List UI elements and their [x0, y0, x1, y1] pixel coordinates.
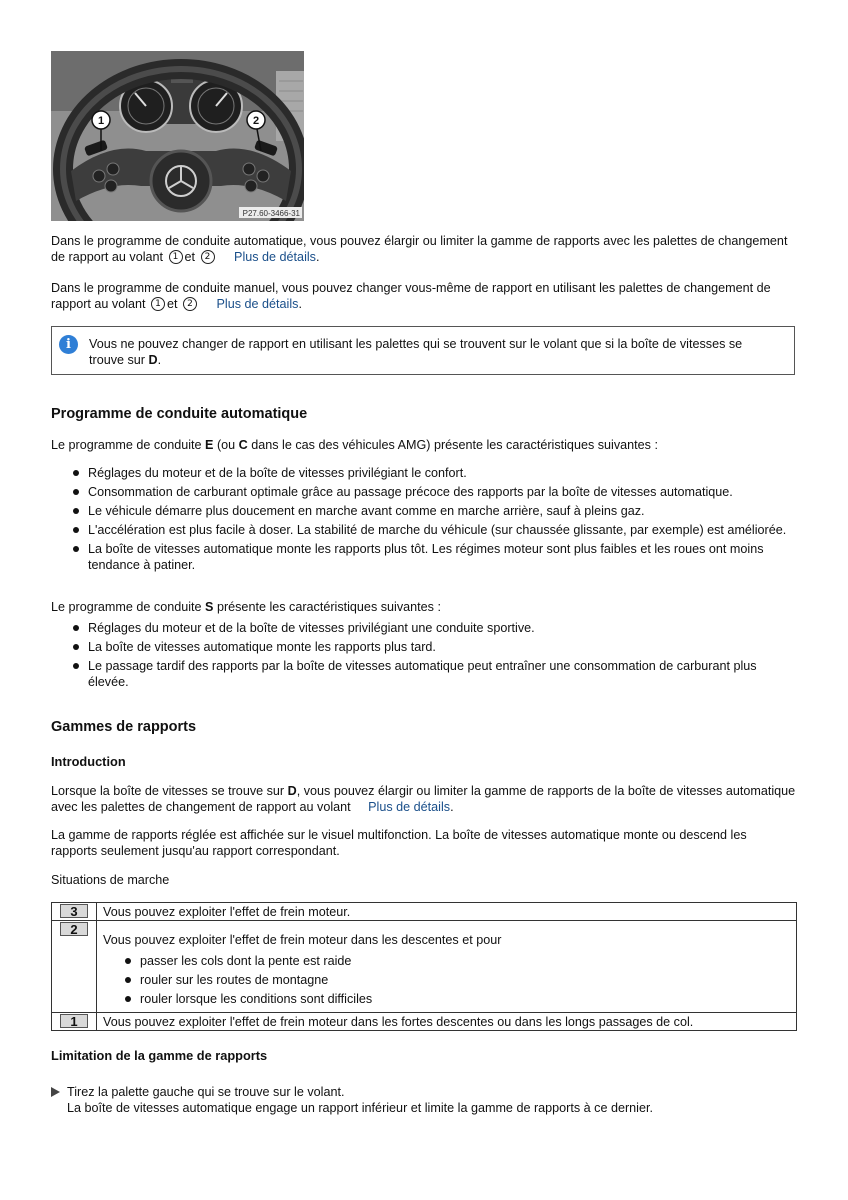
gammes-p1-before: Lorsque la boîte de vitesses se trouve sur	[51, 784, 285, 798]
details-link[interactable]: Plus de détails	[216, 297, 299, 311]
instruction-step	[51, 1084, 796, 1116]
list-item: Le véhicule démarre plus doucement en marche avant comme en marche arrière, sauf à pleins gaz.	[51, 503, 796, 519]
list-item: La boîte de vitesses automatique monte les rapports plus tôt. Les régimes moteur sont plus faibles et les roues ont moins tendance à patiner.	[51, 541, 796, 573]
list-item: rouler lorsque les conditions sont difficiles	[103, 991, 790, 1007]
intro-p1-period: .	[315, 250, 320, 264]
intro-p2-and: et	[167, 297, 178, 311]
programme-e-intro-text: Le programme de conduite	[51, 438, 202, 452]
callout-2-icon: 2	[183, 297, 197, 311]
callout-1-icon: 1	[169, 250, 183, 264]
programme-s-intro-text: Le programme de conduite	[51, 600, 202, 614]
intro-paragraph-1	[51, 233, 796, 265]
steering-wheel-illustration	[51, 51, 304, 221]
details-link[interactable]: Plus de détails	[368, 800, 451, 814]
list-item: Réglages du moteur et de la boîte de vitesses privilégiant le confort.	[51, 465, 796, 481]
gear-cell	[52, 903, 97, 921]
programme-e-intro	[51, 437, 796, 453]
intro-p2-period: .	[298, 297, 302, 311]
note-text-before: Vous ne pouvez changer de rapport en utilisant les palettes qui se trouvent sur le volant que si la boîte de vitesses se trouve sur	[89, 337, 743, 367]
list-item: Le passage tardif des rapports par la boîte de vitesses automatique peut entraîner une consommation de carburant plus élevée.	[51, 658, 796, 690]
gear-cell	[52, 1013, 97, 1031]
details-link[interactable]: Plus de détails	[234, 250, 316, 264]
programme-e-after: dans le cas des véhicules AMG) présente les caractéristiques suivantes :	[251, 438, 658, 452]
gear-3-badge: 3	[60, 904, 88, 918]
description-cell: Vous pouvez exploiter l'effet de frein moteur.	[97, 903, 797, 921]
note-text-after: .	[157, 353, 162, 367]
callout-2: 2	[252, 115, 260, 127]
steering-wheel-figure	[51, 51, 304, 221]
programme-c-bold: C	[238, 438, 248, 452]
list-item: Consommation de carburant optimale grâce au passage précoce des rapports par la boîte de vitesses automatique.	[51, 484, 796, 500]
gear-cell	[52, 921, 97, 1013]
intro-paragraph-2	[51, 280, 796, 312]
programme-e-mid: (ou	[216, 438, 236, 452]
info-note-box	[51, 326, 795, 375]
gammes-p1-period: .	[450, 800, 454, 814]
table-row	[52, 921, 797, 1013]
programme-s-after: présente les caractéristiques suivantes :	[216, 600, 441, 614]
step-result: La boîte de vitesses automatique engage un rapport inférieur et limite la gamme de rapports à ce dernier.	[67, 1101, 653, 1115]
gammes-paragraph-1	[51, 783, 796, 815]
programme-s-bold: S	[205, 600, 214, 614]
subheading-introduction: Introduction	[51, 754, 126, 769]
heading-limitation: Limitation de la gamme de rapports	[51, 1048, 268, 1063]
gammes-paragraph-2: La gamme de rapports réglée est affichée sur le visuel multifonction. La boîte de vitesses automatique monte ou descend les rapports seulement jusqu'au rapport correspondant.	[51, 828, 747, 858]
gear-2-badge: 2	[60, 922, 88, 936]
callout-1: 1	[97, 115, 105, 127]
description-cell: Vous pouvez exploiter l'effet de frein moteur dans les fortes descentes ou dans les longs passages de col.	[97, 1013, 797, 1031]
list-item: La boîte de vitesses automatique monte les rapports plus tard.	[51, 639, 796, 655]
list-item: passer les cols dont la pente est raide	[103, 953, 790, 969]
list-item: L'accélération est plus facile à doser. La stabilité de marche du véhicule (sur chaussée glissante, par exemple) est améliorée.	[51, 522, 796, 538]
programme-s-list	[51, 620, 796, 693]
description-cell	[97, 921, 797, 1013]
gammes-p1-bold: D	[287, 784, 297, 798]
note-bold-d: D	[148, 353, 158, 367]
situations-label: Situations de marche	[51, 873, 170, 887]
table-row	[52, 1013, 797, 1031]
callout-2-icon: 2	[201, 250, 215, 264]
heading-programme-automatique: Programme de conduite automatique	[51, 406, 308, 422]
intro-p1-text: Dans le programme de conduite automatique, vous pouvez élargir ou limiter la gamme de rapports avec les palettes de changement de rapport au volant	[51, 234, 788, 264]
info-note-text	[89, 336, 779, 368]
situations-table	[51, 902, 797, 1031]
programme-e-list	[51, 465, 796, 576]
step-arrow-icon	[51, 1087, 60, 1097]
gear-2-list	[103, 953, 790, 1007]
intro-p2-text: Dans le programme de conduite manuel, vous pouvez changer vous-même de rapport en utilisant les palettes de changement de rapport au volant	[51, 281, 771, 311]
list-item: Réglages du moteur et de la boîte de vitesses privilégiant une conduite sportive.	[51, 620, 796, 636]
callout-1-icon: 1	[151, 297, 165, 311]
programme-e-bold: E	[205, 438, 214, 452]
programme-s-intro	[51, 599, 796, 615]
intro-p1-and: et	[184, 250, 196, 264]
info-icon: i	[59, 335, 78, 354]
table-row	[52, 903, 797, 921]
gear-1-badge: 1	[60, 1014, 88, 1028]
step-text: Tirez la palette gauche qui se trouve sur le volant.	[67, 1085, 345, 1099]
heading-gammes-rapports: Gammes de rapports	[51, 719, 197, 735]
figure-caption: P27.60-3466-31	[242, 209, 300, 218]
gear-2-text: Vous pouvez exploiter l'effet de frein moteur dans les descentes et pour	[103, 933, 502, 947]
list-item: rouler sur les routes de montagne	[103, 972, 790, 988]
gammes-p1-after: , vous pouvez élargir ou limiter la gamme de rapports de la boîte de vitesses automatique avec les palettes de changement de rapport au volant	[51, 784, 796, 814]
